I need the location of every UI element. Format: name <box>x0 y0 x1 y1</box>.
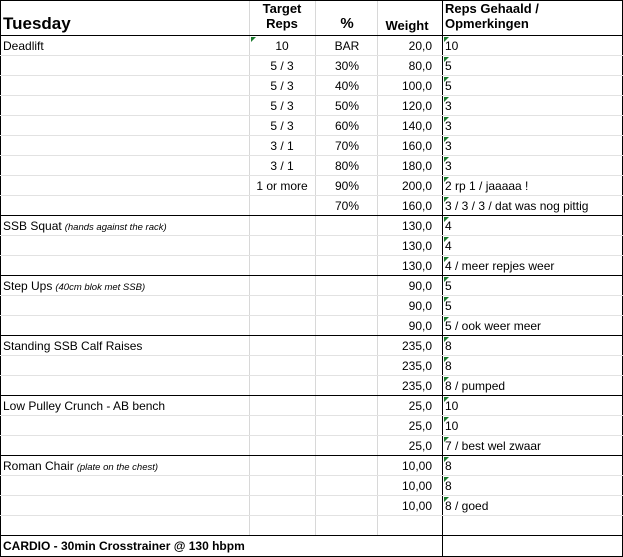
target-reps-cell[interactable]: 3 / 1 <box>270 159 294 173</box>
comment-marker-icon <box>444 317 449 322</box>
percent-cell[interactable] <box>316 416 378 436</box>
result-cell[interactable]: 3 <box>445 159 452 173</box>
comment-marker-icon <box>444 57 449 62</box>
result-cell[interactable]: 10 <box>445 39 459 53</box>
exercise-note: (plate on the chest) <box>76 462 159 473</box>
percent-cell[interactable]: 70% <box>334 139 360 153</box>
weight-cell[interactable]: 90,0 <box>408 299 432 313</box>
exercise-cell[interactable] <box>3 156 249 176</box>
weight-cell[interactable]: 200,0 <box>401 179 432 193</box>
table-row[interactable] <box>0 516 623 536</box>
target-reps-cell[interactable] <box>250 196 314 216</box>
target-reps-header-line2: Reps <box>266 16 298 31</box>
table-row[interactable] <box>0 76 623 96</box>
result-cell[interactable]: 8 <box>445 359 452 373</box>
result-cell[interactable]: 4 / meer repjes weer <box>445 259 555 273</box>
comment-marker-icon <box>444 217 449 222</box>
result-cell[interactable]: 4 <box>445 219 452 233</box>
row-gridline <box>0 135 623 136</box>
percent-cell[interactable] <box>316 456 378 476</box>
weight-cell[interactable]: 130,0 <box>401 259 432 273</box>
row-gridline <box>0 475 623 476</box>
comment-marker-icon <box>444 457 449 462</box>
reps-header-line1: Reps Gehaald / <box>445 1 539 16</box>
section-divider <box>0 215 623 216</box>
result-cell[interactable]: 4 <box>445 239 452 253</box>
comment-marker-icon <box>444 417 449 422</box>
target-reps-cell[interactable] <box>250 256 314 276</box>
exercise-cell[interactable] <box>3 56 249 76</box>
row-gridline <box>0 155 623 156</box>
percent-cell[interactable]: BAR <box>334 39 360 53</box>
result-cell[interactable]: 5 / ook weer meer <box>445 319 542 333</box>
table-row[interactable] <box>0 156 623 176</box>
table-row[interactable] <box>0 196 623 216</box>
exercise-cell[interactable] <box>3 236 249 256</box>
percent-cell[interactable]: 70% <box>334 199 360 213</box>
comment-marker-icon <box>444 77 449 82</box>
comment-marker-icon <box>251 37 256 42</box>
percent-cell[interactable] <box>316 376 378 396</box>
result-cell[interactable]: 3 <box>445 119 452 133</box>
weight-cell[interactable]: 80,0 <box>408 59 432 73</box>
table-row[interactable] <box>0 416 623 436</box>
table-row[interactable] <box>0 236 623 256</box>
percent-cell[interactable] <box>316 436 378 456</box>
exercise-cell[interactable] <box>3 316 249 336</box>
result-cell[interactable]: 8 <box>445 339 452 353</box>
weight-cell[interactable]: 235,0 <box>401 359 432 373</box>
table-row[interactable] <box>0 96 623 116</box>
exercise-cell[interactable] <box>3 376 249 396</box>
table-row[interactable] <box>0 36 623 56</box>
weight-cell[interactable]: 160,0 <box>401 139 432 153</box>
percent-cell[interactable]: 80% <box>334 159 360 173</box>
exercise-cell[interactable] <box>3 96 249 116</box>
percent-cell[interactable]: 30% <box>334 59 360 73</box>
target-reps-cell[interactable]: 5 / 3 <box>270 59 294 73</box>
exercise-cell[interactable] <box>3 176 249 196</box>
comment-marker-icon <box>444 437 449 442</box>
exercise-cell[interactable] <box>3 436 249 456</box>
comment-marker-icon <box>444 297 449 302</box>
table-row[interactable] <box>0 436 623 456</box>
table-row[interactable] <box>0 276 623 296</box>
percent-cell[interactable] <box>316 296 378 316</box>
row-gridline <box>0 55 623 56</box>
weight-cell[interactable]: 10,00 <box>401 459 432 473</box>
exercise-name: Roman Chair <box>3 459 74 473</box>
percent-header: % <box>340 15 354 32</box>
comment-marker-icon <box>444 337 449 342</box>
target-reps-cell[interactable] <box>250 436 314 456</box>
percent-cell[interactable] <box>316 496 378 516</box>
row-gridline <box>0 115 623 116</box>
exercise-cell[interactable] <box>3 196 249 216</box>
exercise-cell[interactable] <box>3 516 249 536</box>
row-gridline <box>0 355 623 356</box>
comment-marker-icon <box>444 377 449 382</box>
target-reps-cell[interactable] <box>250 216 314 236</box>
comment-marker-icon <box>444 197 449 202</box>
comment-marker-icon <box>444 497 449 502</box>
comment-marker-icon <box>444 257 449 262</box>
section-divider <box>0 35 623 36</box>
exercise-name: Deadlift <box>3 39 44 53</box>
target-reps-cell[interactable] <box>250 236 314 256</box>
table-row[interactable] <box>0 316 623 336</box>
exercise-name: Low Pulley Crunch - AB bench <box>3 399 166 413</box>
target-reps-cell[interactable]: 5 / 3 <box>270 119 294 133</box>
row-gridline <box>0 95 623 96</box>
row-gridline <box>0 415 623 416</box>
section-divider <box>0 335 623 336</box>
exercise-cell[interactable] <box>3 216 249 236</box>
section-divider <box>0 535 623 536</box>
result-cell[interactable]: 3 <box>445 99 452 113</box>
percent-cell[interactable]: 40% <box>334 79 360 93</box>
comment-marker-icon <box>444 157 449 162</box>
target-reps-cell[interactable]: 5 / 3 <box>270 99 294 113</box>
weight-cell[interactable]: 25,0 <box>408 399 432 413</box>
comment-marker-icon <box>444 237 449 242</box>
result-cell[interactable]: 5 <box>445 279 452 293</box>
weight-cell[interactable]: 160,0 <box>401 199 432 213</box>
section-divider <box>0 455 623 456</box>
percent-cell[interactable] <box>316 396 378 416</box>
table-row[interactable] <box>0 356 623 376</box>
weight-cell[interactable]: 100,0 <box>401 79 432 93</box>
exercise-cell[interactable] <box>3 476 249 496</box>
section-divider <box>0 275 623 276</box>
weight-cell[interactable]: 25,0 <box>408 439 432 453</box>
table-row[interactable] <box>0 496 623 516</box>
percent-cell[interactable] <box>316 256 378 276</box>
exercise-cell[interactable] <box>3 256 249 276</box>
weight-cell[interactable]: 235,0 <box>401 339 432 353</box>
percent-cell[interactable] <box>316 216 378 236</box>
weight-cell[interactable]: 130,0 <box>401 239 432 253</box>
exercise-note: (40cm blok met SSB) <box>55 282 146 293</box>
column-border <box>442 0 443 557</box>
result-cell[interactable]: 10 <box>445 419 459 433</box>
row-gridline <box>0 75 623 76</box>
weight-cell[interactable]: 25,0 <box>408 419 432 433</box>
weight-cell[interactable]: 90,0 <box>408 319 432 333</box>
result-cell[interactable]: 2 rp 1 / jaaaaa ! <box>445 179 529 193</box>
exercise-cell[interactable] <box>3 76 249 96</box>
comment-marker-icon <box>444 397 449 402</box>
exercise-cell[interactable] <box>3 136 249 156</box>
reps-header-line2: Opmerkingen <box>445 16 529 31</box>
target-reps-cell[interactable]: 3 / 1 <box>270 139 294 153</box>
percent-cell[interactable]: 90% <box>334 179 360 193</box>
row-gridline <box>0 435 623 436</box>
table-row[interactable] <box>0 176 623 196</box>
weight-cell[interactable]: 235,0 <box>401 379 432 393</box>
weight-cell[interactable]: 180,0 <box>401 159 432 173</box>
top-border <box>0 0 623 1</box>
comment-marker-icon <box>444 97 449 102</box>
weight-cell[interactable]: 140,0 <box>401 119 432 133</box>
weight-cell[interactable]: 10,00 <box>401 499 432 513</box>
percent-cell[interactable] <box>316 316 378 336</box>
result-cell[interactable]: 7 / best wel zwaar <box>445 439 542 453</box>
target-reps-cell[interactable] <box>250 416 314 436</box>
row-gridline <box>0 235 623 236</box>
weight-cell[interactable]: 90,0 <box>408 279 432 293</box>
target-reps-cell[interactable] <box>250 356 314 376</box>
comment-marker-icon <box>444 277 449 282</box>
percent-cell[interactable] <box>316 236 378 256</box>
table-row[interactable] <box>0 476 623 496</box>
exercise-cell[interactable] <box>3 36 249 56</box>
result-cell[interactable]: 8 / goed <box>445 499 489 513</box>
comment-marker-icon <box>444 37 449 42</box>
result-cell[interactable]: 8 <box>445 459 452 473</box>
weight-cell[interactable]: 10,00 <box>401 479 432 493</box>
weight-cell[interactable] <box>376 516 432 536</box>
table-row[interactable] <box>0 116 623 136</box>
target-reps-cell[interactable] <box>250 476 314 496</box>
table-row[interactable] <box>0 296 623 316</box>
row-gridline <box>0 175 623 176</box>
target-reps-cell[interactable] <box>250 456 314 476</box>
result-cell[interactable]: 8 <box>445 479 452 493</box>
target-reps-cell[interactable] <box>250 516 314 536</box>
exercise-cell[interactable] <box>3 416 249 436</box>
row-gridline <box>0 195 623 196</box>
target-reps-cell[interactable]: 10 <box>275 39 289 53</box>
result-cell[interactable] <box>444 516 622 536</box>
section-divider <box>0 395 623 396</box>
result-cell[interactable]: 5 <box>445 299 452 313</box>
exercise-name: Step Ups <box>3 279 53 293</box>
target-reps-cell[interactable] <box>250 296 314 316</box>
exercise-note: (hands against the rack) <box>64 222 167 233</box>
result-cell[interactable]: 5 <box>445 79 452 93</box>
target-reps-cell[interactable] <box>250 336 314 356</box>
percent-cell[interactable]: 50% <box>334 99 360 113</box>
result-cell[interactable]: 8 / pumped <box>445 379 506 393</box>
exercise-name: Standing SSB Calf Raises <box>3 339 143 353</box>
exercise-cell[interactable] <box>3 356 249 376</box>
row-gridline <box>0 295 623 296</box>
comment-marker-icon <box>444 357 449 362</box>
weight-cell[interactable]: 20,0 <box>408 39 432 53</box>
comment-marker-icon <box>444 117 449 122</box>
table-row[interactable] <box>0 376 623 396</box>
target-reps-cell[interactable] <box>250 376 314 396</box>
target-reps-header-line1: Target <box>262 1 302 16</box>
target-reps-cell[interactable]: 1 or more <box>256 179 308 193</box>
exercise-cell[interactable] <box>3 276 249 296</box>
result-cell[interactable]: 5 <box>445 59 452 73</box>
row-gridline <box>0 495 623 496</box>
exercise-cell[interactable] <box>3 456 249 476</box>
result-cell[interactable]: 10 <box>445 399 459 413</box>
table-row[interactable] <box>0 336 623 356</box>
target-reps-cell[interactable] <box>250 496 314 516</box>
table-row[interactable] <box>0 396 623 416</box>
table-row[interactable] <box>0 216 623 236</box>
target-reps-cell[interactable]: 5 / 3 <box>270 79 294 93</box>
percent-cell[interactable] <box>316 356 378 376</box>
row-gridline <box>0 315 623 316</box>
percent-cell[interactable] <box>316 336 378 356</box>
exercise-cell[interactable] <box>3 296 249 316</box>
percent-cell[interactable]: 60% <box>334 119 360 133</box>
exercise-cell[interactable] <box>3 496 249 516</box>
table-row[interactable] <box>0 456 623 476</box>
weight-cell[interactable]: 120,0 <box>401 99 432 113</box>
exercise-name: SSB Squat <box>3 219 62 233</box>
table-row[interactable] <box>0 56 623 76</box>
left-border <box>0 0 1 557</box>
target-reps-cell[interactable] <box>250 276 314 296</box>
cardio-footer: CARDIO - 30min Crosstrainer @ 130 hbpm <box>3 539 245 553</box>
day-title: Tuesday <box>3 14 71 33</box>
table-row[interactable] <box>0 256 623 276</box>
comment-marker-icon <box>444 177 449 182</box>
exercise-cell[interactable] <box>3 336 249 356</box>
row-gridline <box>0 515 623 516</box>
comment-marker-icon <box>444 477 449 482</box>
comment-marker-icon <box>444 137 449 142</box>
percent-cell[interactable] <box>316 276 378 296</box>
row-gridline <box>0 375 623 376</box>
result-cell[interactable]: 3 / 3 / 3 / dat was nog pittig <box>445 199 589 213</box>
exercise-cell[interactable] <box>3 396 249 416</box>
percent-cell[interactable] <box>316 476 378 496</box>
table-row[interactable] <box>0 136 623 156</box>
exercise-cell[interactable] <box>3 116 249 136</box>
target-reps-cell[interactable] <box>250 316 314 336</box>
weight-cell[interactable]: 130,0 <box>401 219 432 233</box>
target-reps-cell[interactable] <box>250 396 314 416</box>
percent-cell[interactable] <box>316 516 378 536</box>
row-gridline <box>0 255 623 256</box>
result-cell[interactable]: 3 <box>445 139 452 153</box>
weight-header: Weight <box>385 18 429 33</box>
